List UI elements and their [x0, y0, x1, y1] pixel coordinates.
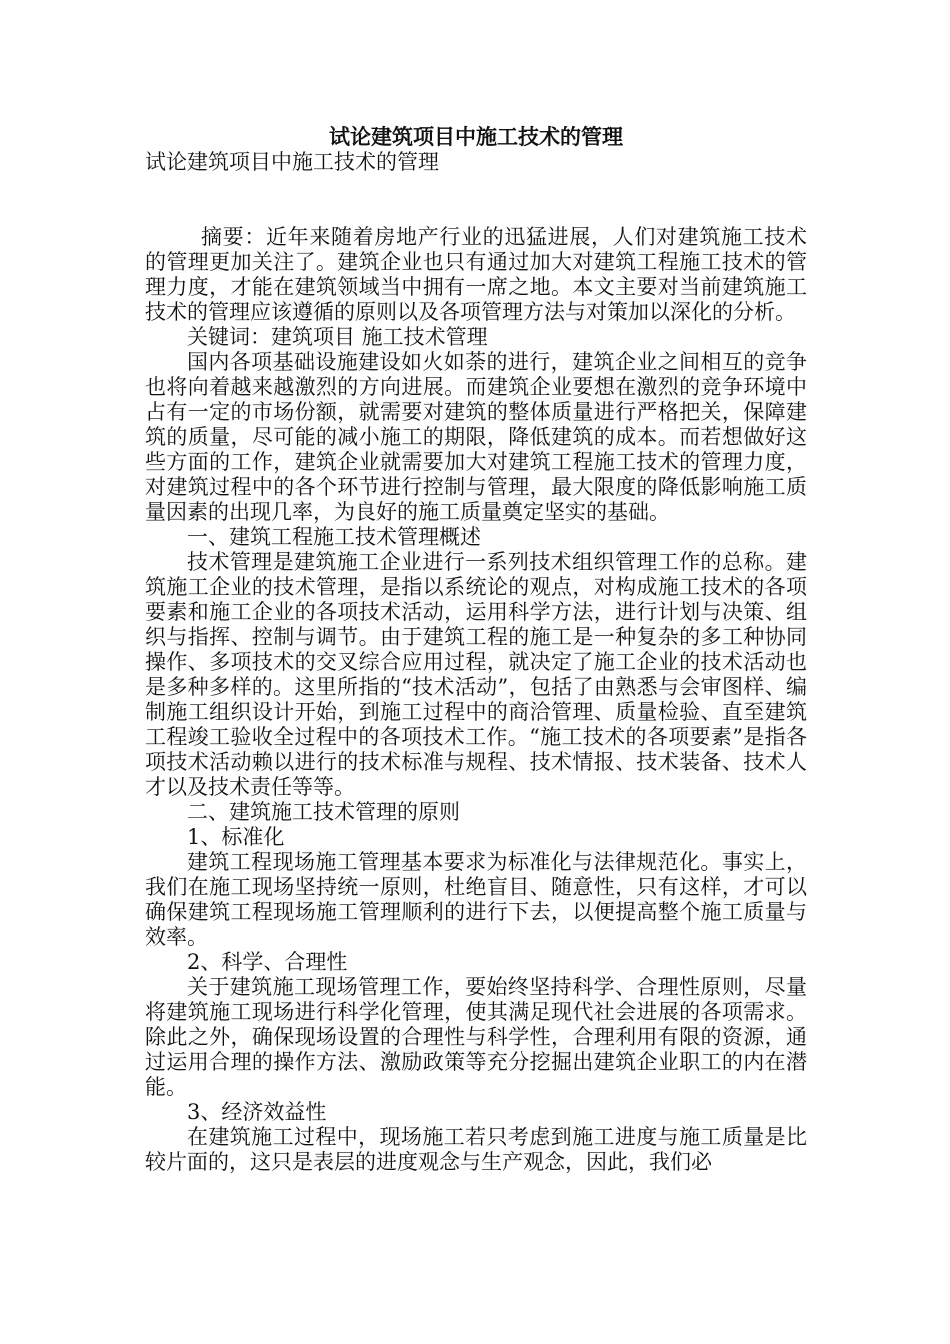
- section-heading-1: 一、建筑工程施工技术管理概述: [187, 525, 481, 549]
- abstract-paragraph: 摘要：近年来随着房地产行业的迅猛进展，人们对建筑施工技术的管理更加关注了。建筑企业也只有通过加大对建筑工程施工技术的管理力度，才能在建筑领域当中拥有一席之地。本文主要对当前建筑施工技术的管理应该遵循的原则以及各项管理方法与对策加以深化的分析。: [145, 225, 807, 324]
- document-body: [145, 124, 807, 1175]
- subsection-paragraph-3: 在建筑施工过程中，现场施工若只考虑到施工进度与施工质量是比较片面的，这只是表层的进度观念与生产观念，因此，我们必: [145, 1125, 807, 1174]
- keywords-line: 关键词：建筑项目 施工技术管理: [187, 325, 488, 349]
- section-heading-2: 二、建筑施工技术管理的原则: [187, 800, 460, 824]
- subsection-heading-2: 2、科学、合理性: [187, 950, 348, 974]
- subsection-paragraph-2: 关于建筑施工现场管理工作，要始终坚持科学、合理性原则，尽量将建筑施工现场进行科学化管理，使其满足现代社会进展的各项需求。除此之外，确保现场设置的合理性与科学性，合理利用有限的资源，通过运用合理的操作方法、激励政策等充分挖掘出建筑企业职工的内在潜能。: [145, 975, 807, 1099]
- document-subtitle: 试论建筑项目中施工技术的管理: [145, 150, 439, 174]
- document-title: 试论建筑项目中施工技术的管理: [329, 124, 623, 149]
- subsection-heading-3: 3、经济效益性: [187, 1100, 327, 1124]
- intro-paragraph: 国内各项基础设施建设如火如荼的进行，建筑企业之间相互的竞争也将向着越来越激烈的方向进展。而建筑企业要想在激烈的竞争环境中占有一定的市场份额，就需要对建筑的整体质量进行严格把关，保障建筑的质量，尽可能的减小施工的期限，降低建筑的成本。而若想做好这些方面的工作，建筑企业就需要加大对建筑工程施工技术的管理力度，对建筑过程中的各个环节进行控制与管理，最大限度的降低影响施工质量因素的出现几率，为良好的施工质量奠定坚实的基础。: [145, 350, 807, 524]
- section-paragraph-1: 技术管理是建筑施工企业进行一系列技术组织管理工作的总称。建筑施工企业的技术管理，是指以系统论的观点，对构成施工技术的各项要素和施工企业的各项技术活动，运用科学方法，进行计划与决策、组织与指挥、控制与调节。由于建筑工程的施工是一种复杂的多工种协同操作、多项技术的交叉综合应用过程，就决定了施工企业的技术活动也是多种多样的。这里所指的“技术活动”，包括了由熟悉与会审图样、编制施工组织设计开始，到施工过程中的商洽管理、质量检验、直至建筑工程竣工验收全过程中的各项技术工作。“施工技术的各项要素”是指各项技术活动赖以进行的技术标准与规程、技术情报、技术装备、技术人才以及技术责任等等。: [145, 550, 807, 799]
- subsection-paragraph-1: 建筑工程现场施工管理基本要求为标准化与法律规范化。事实上，我们在施工现场坚持统一原则，杜绝盲目、随意性，只有这样，才可以确保建筑工程现场施工管理顺利的进行下去，以便提高整个施工质量与效率。: [145, 850, 807, 949]
- subsection-heading-1: 1、标准化: [187, 825, 285, 849]
